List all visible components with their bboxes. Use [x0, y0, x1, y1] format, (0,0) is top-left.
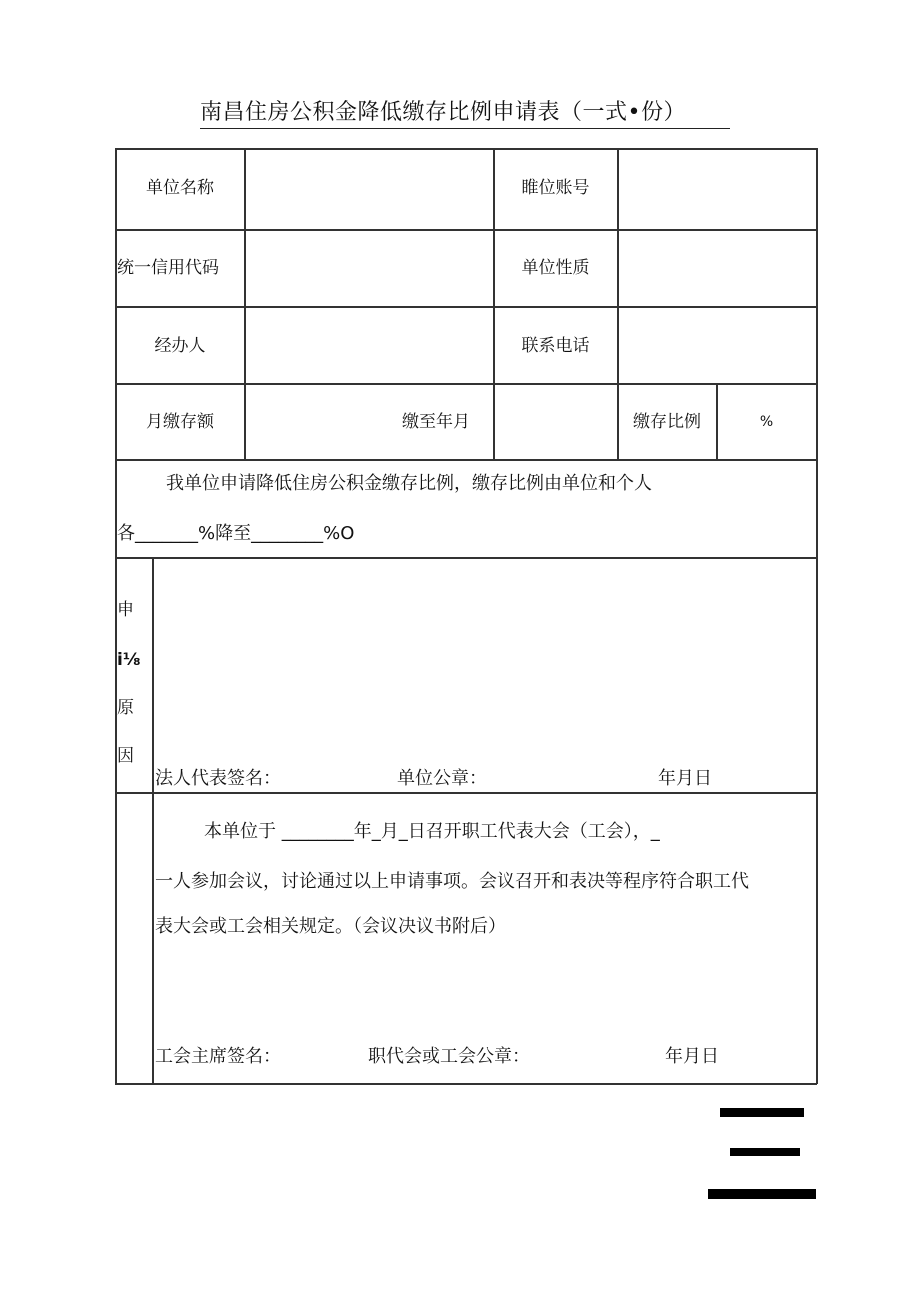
row-divider	[115, 306, 817, 308]
legal-rep-signature-label: 法人代表签名：	[155, 768, 281, 789]
meeting-line-1: 本单位于 ________年_月_日召开职工代表大会（工会），_	[204, 821, 660, 842]
table-border-right	[816, 148, 818, 1084]
union-seal-label: 职代会或工会公章：	[368, 1046, 530, 1067]
col-divider	[244, 148, 246, 460]
row-divider	[115, 459, 817, 461]
row-divider	[115, 792, 817, 794]
date-label: 年月日	[665, 1046, 719, 1067]
meeting-line-2: 一人参加会议，讨论通过以上申请事项。会议召开和表决等程序符合职工代	[155, 871, 749, 892]
phone-label: 联系电话	[521, 336, 590, 356]
col-divider	[152, 557, 154, 1084]
ratio-label: 缴存比例	[633, 412, 701, 432]
request-line-2: 各_______%降至________%O	[117, 523, 355, 544]
form-title: 南昌住房公积金降低缴存比例申请表（一式•份）	[200, 100, 730, 129]
handler-label: 经办人	[154, 336, 206, 356]
request-line-1: 我单位申请降低住房公积金缴存比例，缴存比例由单位和个人	[166, 473, 652, 494]
table-border-bottom	[115, 1083, 817, 1085]
union-chair-signature-label: 工会主席签名：	[155, 1046, 281, 1067]
large-stroke-mark	[708, 1108, 816, 1200]
reason-char: 申	[117, 600, 134, 620]
reason-char: i⅛	[117, 650, 141, 670]
table-border-top	[115, 148, 817, 150]
monthly-amount-label: 月缴存额	[146, 412, 214, 432]
row-divider	[115, 557, 817, 559]
unit-seal-label: 单位公章：	[397, 768, 487, 789]
unit-account-label: 睢位账号	[521, 178, 590, 198]
credit-code-label: 统一信用代码	[117, 258, 219, 278]
row-divider	[115, 229, 817, 231]
ratio-unit: %	[759, 414, 774, 430]
paid-until-label: 缴至年月	[402, 412, 470, 432]
reason-char: 因	[117, 746, 134, 766]
date-label: 年月日	[658, 768, 712, 789]
unit-name-label: 单位名称	[146, 178, 214, 198]
meeting-line-3: 表大会或工会相关规定。（会议决议书附后）	[155, 916, 506, 937]
unit-nature-label: 单位性质	[521, 258, 590, 278]
reason-char: 原	[117, 698, 134, 718]
row-divider	[115, 383, 817, 385]
